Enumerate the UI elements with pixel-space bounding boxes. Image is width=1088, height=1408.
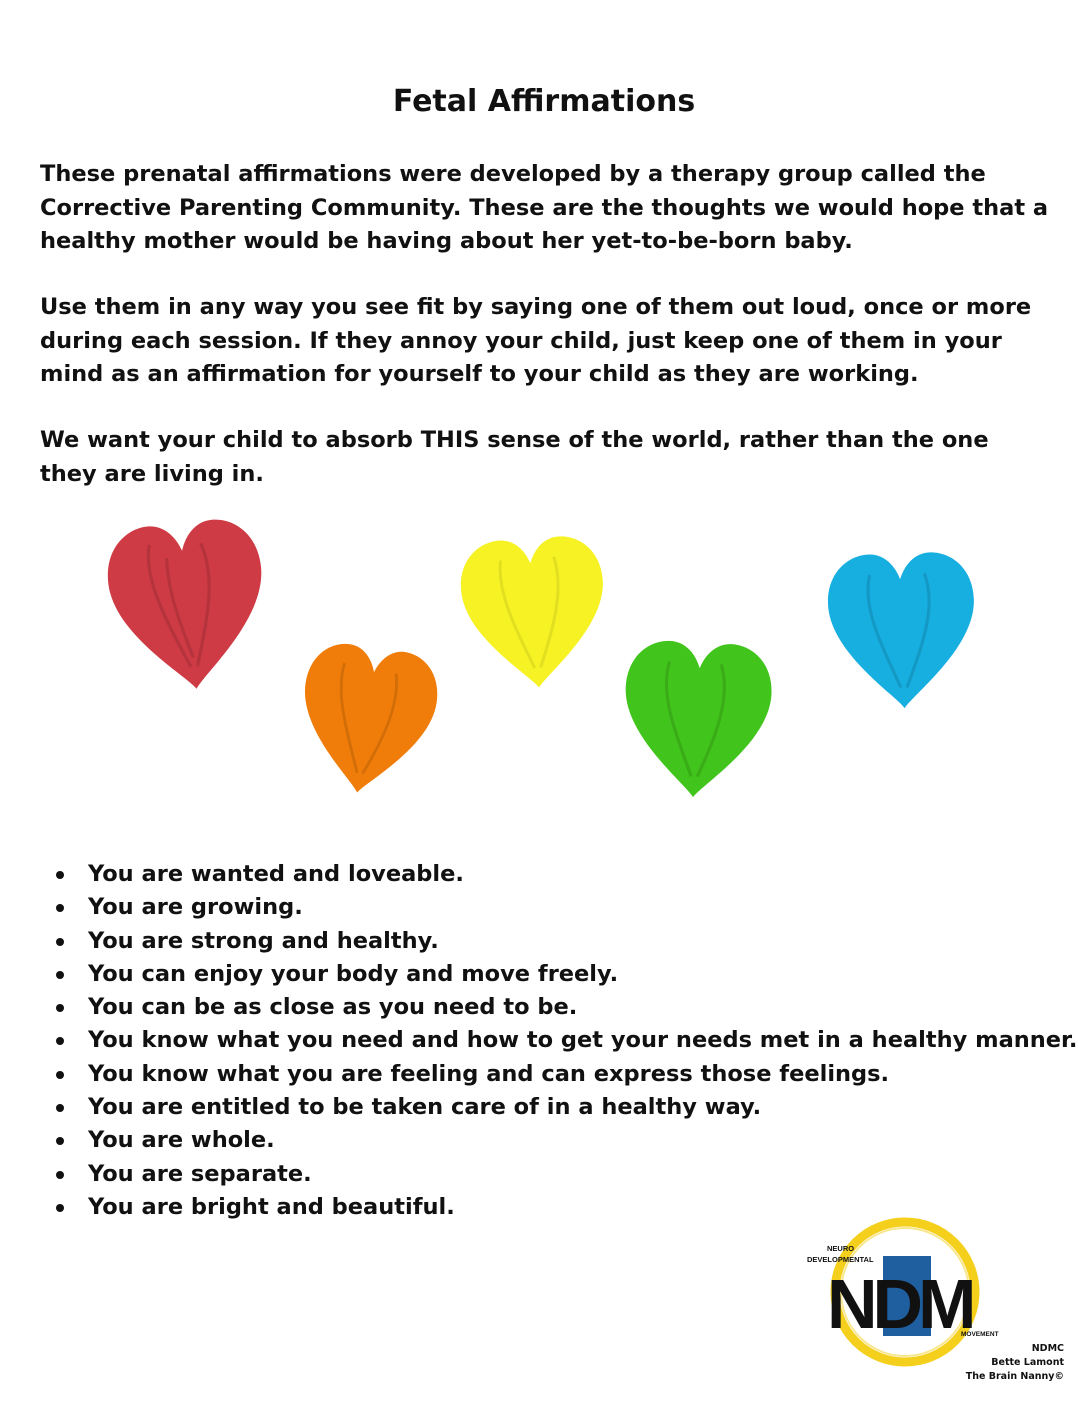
bullet-icon [56,1071,64,1079]
credit-org: NDMC [1031,1343,1064,1354]
bullet-icon [56,1037,64,1045]
affirmation-text: You are separate. [88,1160,312,1187]
affirmation-text: You are growing. [88,894,303,921]
bullet-icon [56,1171,64,1179]
affirmation-text: You are strong and healthy. [88,927,439,954]
bullet-icon [56,971,64,979]
bullet-icon [56,871,64,879]
affirmation-text: You know what you are feeling and can express those feelings. [88,1060,890,1087]
affirmation-item [0,925,1077,958]
bullet-icon [56,1204,64,1212]
bullet-icon [56,1004,64,1012]
bullet-icon [56,1104,64,1112]
affirmation-item [0,1024,1077,1057]
affirmation-item [0,891,1077,924]
blue-heart [826,551,977,711]
red-heart [103,515,273,697]
logo-letters: NDM [827,1265,972,1343]
bullet-icon [56,938,64,946]
usage-paragraph: Use them in any way you see fit by saying one of them out loud, once or more during each session. If they annoy your child, just keep one of them in your mind as an affirmation for yourself to your child as they are working. [40,294,1032,387]
affirmation-item [0,858,1077,891]
affirmation-text: You are entitled to be taken care of in a healthy way. [88,1094,762,1121]
affirmation-text: You can be as close as you need to be. [88,994,578,1021]
logo-neuro-text: NEURO [827,1244,855,1253]
green-heart [620,639,774,801]
affirmation-item [0,1124,1077,1157]
bullet-icon [56,1137,64,1145]
affirmation-text: You are whole. [88,1127,275,1154]
yellow-heart [458,534,610,693]
affirmation-text: You are wanted and loveable. [88,861,464,887]
affirmation-item [0,958,1077,991]
logo-developmental-text: DEVELOPMENTAL [807,1255,874,1264]
painted-hearts-illustration [0,505,1088,815]
page-title: Fetal Affirmations [392,84,696,119]
affirmation-item [0,1091,1077,1124]
affirmation-text: You can enjoy your body and move freely. [88,960,619,987]
affirmation-text: You know what you need and how to get your needs met in a healthy manner. [88,1027,1078,1054]
affirmation-item [0,991,1077,1024]
credits [966,1342,1064,1384]
purpose-paragraph: We want your child to absorb THIS sense of the world, rather than the one they are living in. [40,427,989,487]
orange-heart [292,639,443,802]
logo-movement-text: MOVEMENT [961,1331,999,1338]
intro-paragraph: These prenatal affirmations were developed by a therapy group called the Corrective Parenting Community. These are the thoughts we would hope that a healthy mother would be having about her yet-to-be-born baby. [40,161,1049,254]
affirmation-list [0,858,1077,1224]
credit-brand: The Brain Nanny© [965,1371,1064,1382]
affirmation-item [0,1058,1077,1091]
bullet-icon [56,904,64,912]
credit-author: Bette Lamont [991,1357,1064,1368]
affirmation-item [0,1158,1077,1191]
affirmation-text: You are bright and beautiful. [88,1193,455,1220]
